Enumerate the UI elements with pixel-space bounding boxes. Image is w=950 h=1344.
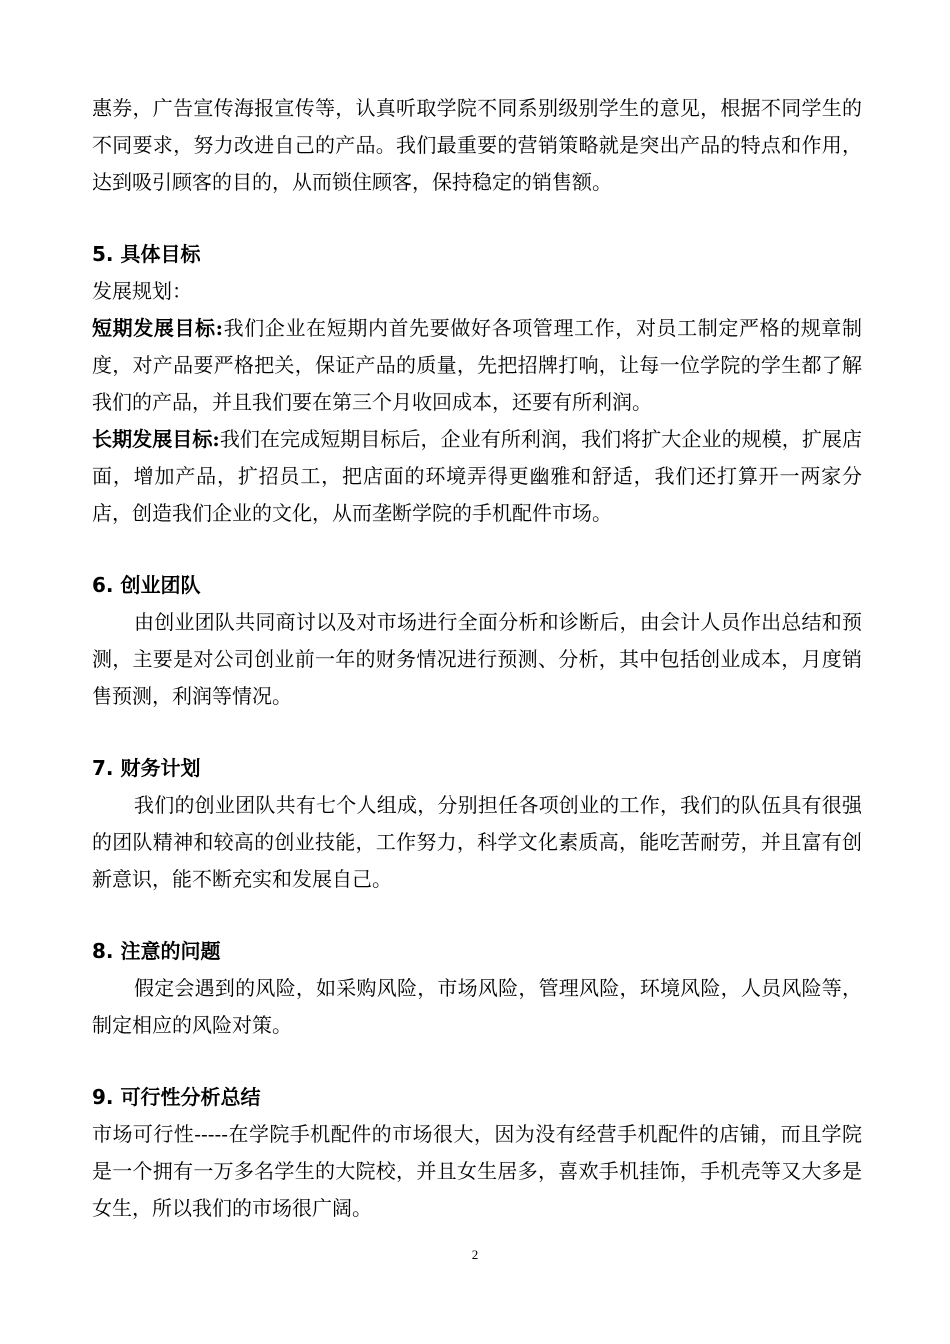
section-8-text: 假定会遇到的风险，如采购风险，市场风险，管理风险，环境风险，人员风险等，制定相应的风险对策。 xyxy=(92,976,862,1037)
section-9-heading: 9. 可行性分析总结 xyxy=(92,1085,261,1109)
section-6-text: 由创业团队共同商讨以及对市场进行全面分析和诊断后，由会计人员作出总结和预测，主要是对公司创业前一年的财务情况进行预测、分析，其中包括创业成本，月度销售预测，利润等情况。 xyxy=(92,610,862,708)
short-term-text: 我们企业在短期内首先要做好各项管理工作，对员工制定严格的规章制度，对产品要严格把关，保证产品的质量，先把招牌打响，让每一位学院的学生都了解我们的产品，并且我们要在第三个月收回成本，还要有所利润。 xyxy=(92,316,863,414)
page-number: 2 xyxy=(471,1247,479,1262)
section-9-text: 市场可行性-----在学院手机配件的市场很大，因为没有经营手机配件的店铺，而且学院是一个拥有一万多名学生的大院校，并且女生居多，喜欢手机挂饰，手机壳等又大多是女生，所以我们的市场很广阔。 xyxy=(92,1122,862,1220)
long-term-text: 我们在完成短期目标后，企业有所利润，我们将扩大企业的规模，扩展店面，增加产品，扩招员工，把店面的环境弄得更幽雅和舒适，我们还打算开一两家分店，创造我们企业的文化，从而垄断学院的手机配件市场。 xyxy=(92,427,862,525)
document-page xyxy=(92,90,862,1227)
section-8-heading: 8. 注意的问题 xyxy=(92,939,221,963)
section-6-heading: 6. 创业团队 xyxy=(92,573,201,597)
short-term-label: 短期发展目标: xyxy=(92,316,224,340)
section-5-plan-label: 发展规划： xyxy=(92,279,192,303)
section-7-heading: 7. 财务计划 xyxy=(92,756,201,780)
intro-paragraph: 惠券，广告宣传海报宣传等，认真听取学院不同系别级别学生的意见，根据不同学生的不同要求，努力改进自己的产品。我们最重要的营销策略就是突出产品的特点和作用，达到吸引顾客的目的，从而锁住顾客，保持稳定的销售额。 xyxy=(92,96,862,194)
section-7-text: 我们的创业团队共有七个人组成，分别担任各项创业的工作，我们的队伍具有很强的团队精神和较高的创业技能，工作努力，科学文化素质高，能吃苦耐劳，并且富有创新意识，能不断充实和发展自己。 xyxy=(92,793,862,891)
section-5-long-term xyxy=(92,421,862,532)
section-5-heading: 5. 具体目标 xyxy=(92,242,201,266)
section-5-short-term xyxy=(92,310,862,421)
long-term-label: 长期发展目标: xyxy=(92,427,220,451)
